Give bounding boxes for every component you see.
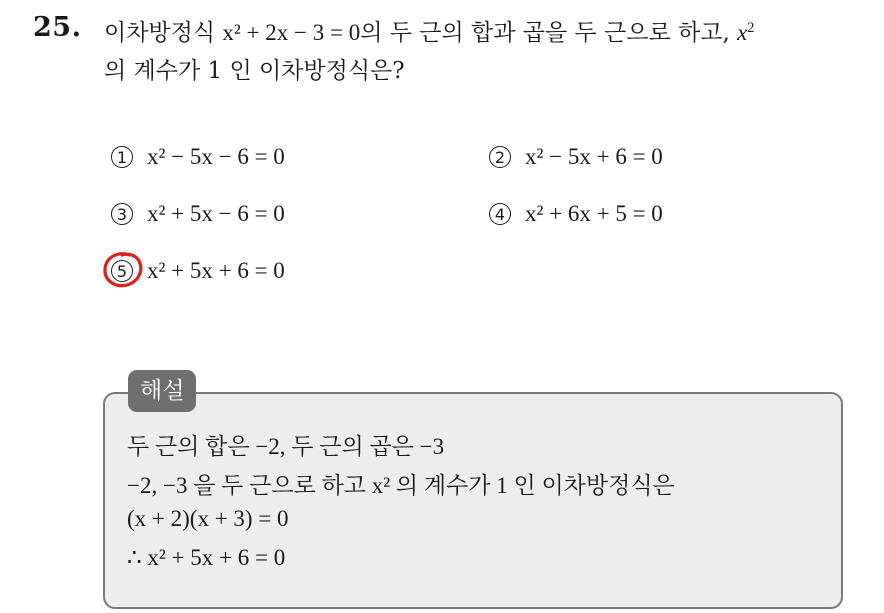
choice-1[interactable] [111, 144, 285, 170]
choice-2[interactable] [489, 144, 663, 170]
choice-5-text: x² + 5x + 6 = 0 [147, 258, 285, 283]
question-exponent: 2 [747, 20, 755, 37]
choice-2-number: 2 [489, 146, 511, 168]
choice-4-text: x² + 6x + 5 = 0 [525, 201, 663, 226]
choice-3[interactable] [111, 201, 285, 227]
solution-line2: −2, −3 을 두 근으로 하고 x² 의 계수가 1 인 이차방정식은 [127, 473, 675, 498]
solution-line3: (x + 2)(x + 3) = 0 [127, 506, 289, 531]
solution-line1: 두 근의 합은 −2, 두 근의 곱은 −3 [127, 434, 445, 459]
choice-4-number: 4 [489, 203, 511, 225]
question-equation: x² + 2x − 3 = 0 [222, 20, 361, 45]
choice-5[interactable] [111, 258, 285, 284]
solution-line4: ∴ x² + 5x + 6 = 0 [127, 545, 286, 570]
question-text-line2: 의 계수가 1 인 이차방정식은? [104, 58, 405, 84]
choice-3-number: 3 [111, 203, 133, 225]
choice-2-text: x² − 5x + 6 = 0 [525, 144, 663, 169]
question-text-a: 이차방정식 [104, 20, 223, 46]
question-text-line1 [104, 14, 754, 47]
choice-1-text: x² − 5x − 6 = 0 [147, 144, 285, 169]
solution-tab: 해설 [128, 370, 196, 412]
question-variable: x [737, 20, 748, 45]
choice-4[interactable] [489, 201, 663, 227]
question-number: 25. [33, 12, 82, 43]
choice-5-number: 5 [111, 260, 133, 282]
choice-1-number: 1 [111, 146, 133, 168]
solution-box [103, 392, 843, 609]
choice-3-text: x² + 5x − 6 = 0 [147, 201, 285, 226]
question-text-b: 의 두 근의 합과 곱을 두 근으로 하고, [360, 20, 738, 46]
